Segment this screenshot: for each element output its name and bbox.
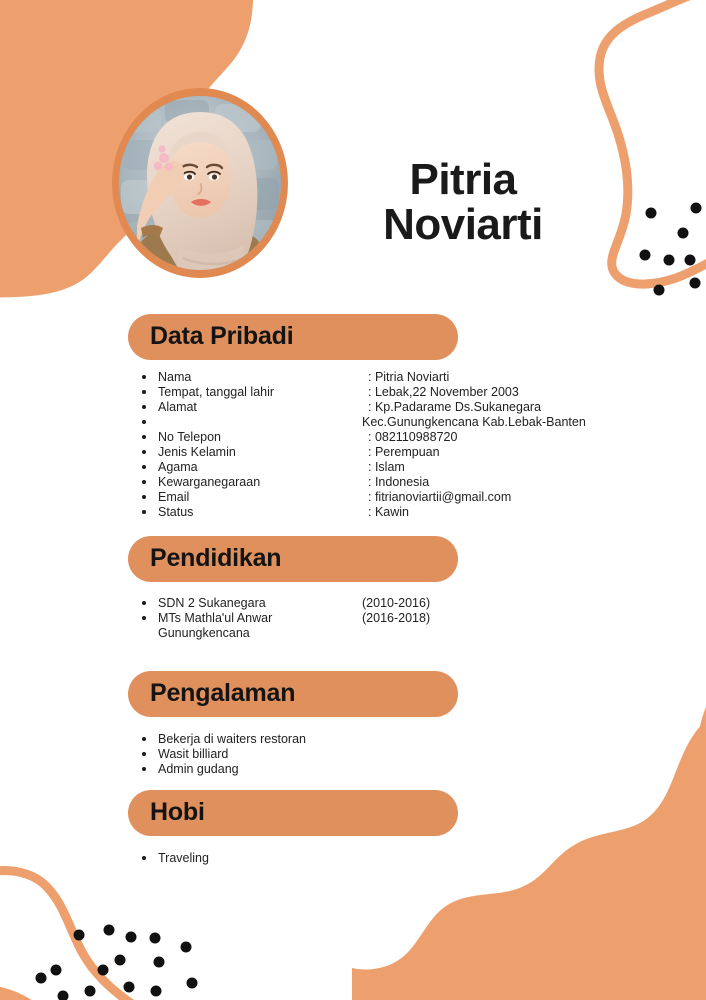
bullet-icon [142,450,146,454]
table-row [140,490,660,505]
dot-cluster-top-right [640,203,702,296]
bullet-icon [142,465,146,469]
field-label: Tempat, tanggal lahir [158,385,275,399]
bullet-icon [142,495,146,499]
list-item [140,732,660,747]
experience-item-label: Bekerja di waiters restoran [158,732,306,746]
field-label: Nama [158,370,192,384]
section-header-hobby [128,790,458,836]
field-label: Email [158,490,190,504]
hobby-item-label: Traveling [158,851,209,865]
name-line-last: Noviarti [383,199,543,249]
section-title-hobby: Hobi [150,797,205,826]
field-label: Jenis Kelamin [158,445,236,459]
bullet-icon [142,435,146,439]
school-years: (2016-2018) [362,611,431,625]
personal-details-list [140,370,660,520]
section-title-education: Pendidikan [150,543,282,572]
bullet-icon [142,510,146,514]
field-value: : Indonesia [368,475,430,489]
section-header-education [128,536,458,582]
bullet-icon [142,480,146,484]
school-name: SDN 2 Sukanegara [158,596,266,610]
section-header-personal [128,314,458,360]
name-line-first: Pitria [409,155,517,204]
school-name-continuation-text: Gunungkencana [158,626,250,640]
list-item [140,596,660,611]
experience-list [140,732,660,777]
experience-item-label: Wasit billiard [158,747,229,761]
school-name: MTs Mathla'ul Anwar [158,611,273,625]
table-row [140,415,660,430]
curve-bottom-left [0,871,132,1000]
field-label: No Telepon [158,430,222,444]
bullet-icon [142,420,146,424]
profile-photo-illustration [119,96,281,270]
field-label: Alamat [158,400,197,414]
table-row [140,460,660,475]
bullet-icon [142,856,146,860]
hobby-list [140,851,660,866]
bullet-icon [142,375,146,379]
bullet-icon [142,767,146,771]
person-name [318,155,608,249]
school-name-continuation [140,626,660,641]
field-value: : Kawin [368,505,409,519]
field-value-continuation: Kec.Gunungkencana Kab.Lebak-Banten [362,415,586,429]
list-item [140,762,660,777]
section-title-personal: Data Pribadi [150,321,294,350]
school-years: (2010-2016) [362,596,431,610]
bullet-icon [142,601,146,605]
bullet-icon [142,405,146,409]
blob-right-middle [697,660,706,790]
field-value: : Pitria Noviarti [368,370,450,384]
section-header-experience [128,671,458,717]
list-item [140,747,660,762]
field-value: : Perempuan [368,445,440,459]
field-label: Status [158,505,194,519]
table-row [140,385,660,400]
experience-item-label: Admin gudang [158,762,239,776]
field-label: Kewarganegaraan [158,475,261,489]
field-value: : Islam [368,460,405,474]
field-value: : Lebak,22 November 2003 [368,385,519,399]
field-value: : 082110988720 [368,430,458,444]
blob-bottom-left-corner [0,984,40,1000]
profile-photo [119,96,281,270]
bullet-icon [142,752,146,756]
list-item [140,851,660,866]
table-row [140,445,660,460]
table-row [140,400,660,415]
table-row [140,475,660,490]
bullet-icon [142,616,146,620]
bullet-icon [142,737,146,741]
education-list [140,596,660,641]
table-row [140,430,660,445]
list-item [140,611,660,626]
field-value: : Kp.Padarame Ds.Sukanegara [368,400,542,414]
field-value: : fitrianoviartii@gmail.com [368,490,512,504]
dot-cluster-bottom-left [36,925,198,1000]
bullet-icon [142,390,146,394]
field-label: Agama [158,460,198,474]
table-row [140,505,660,520]
profile-photo-frame [112,88,288,278]
section-title-experience: Pengalaman [150,678,296,707]
table-row [140,370,660,385]
curve-top-right [599,0,706,284]
